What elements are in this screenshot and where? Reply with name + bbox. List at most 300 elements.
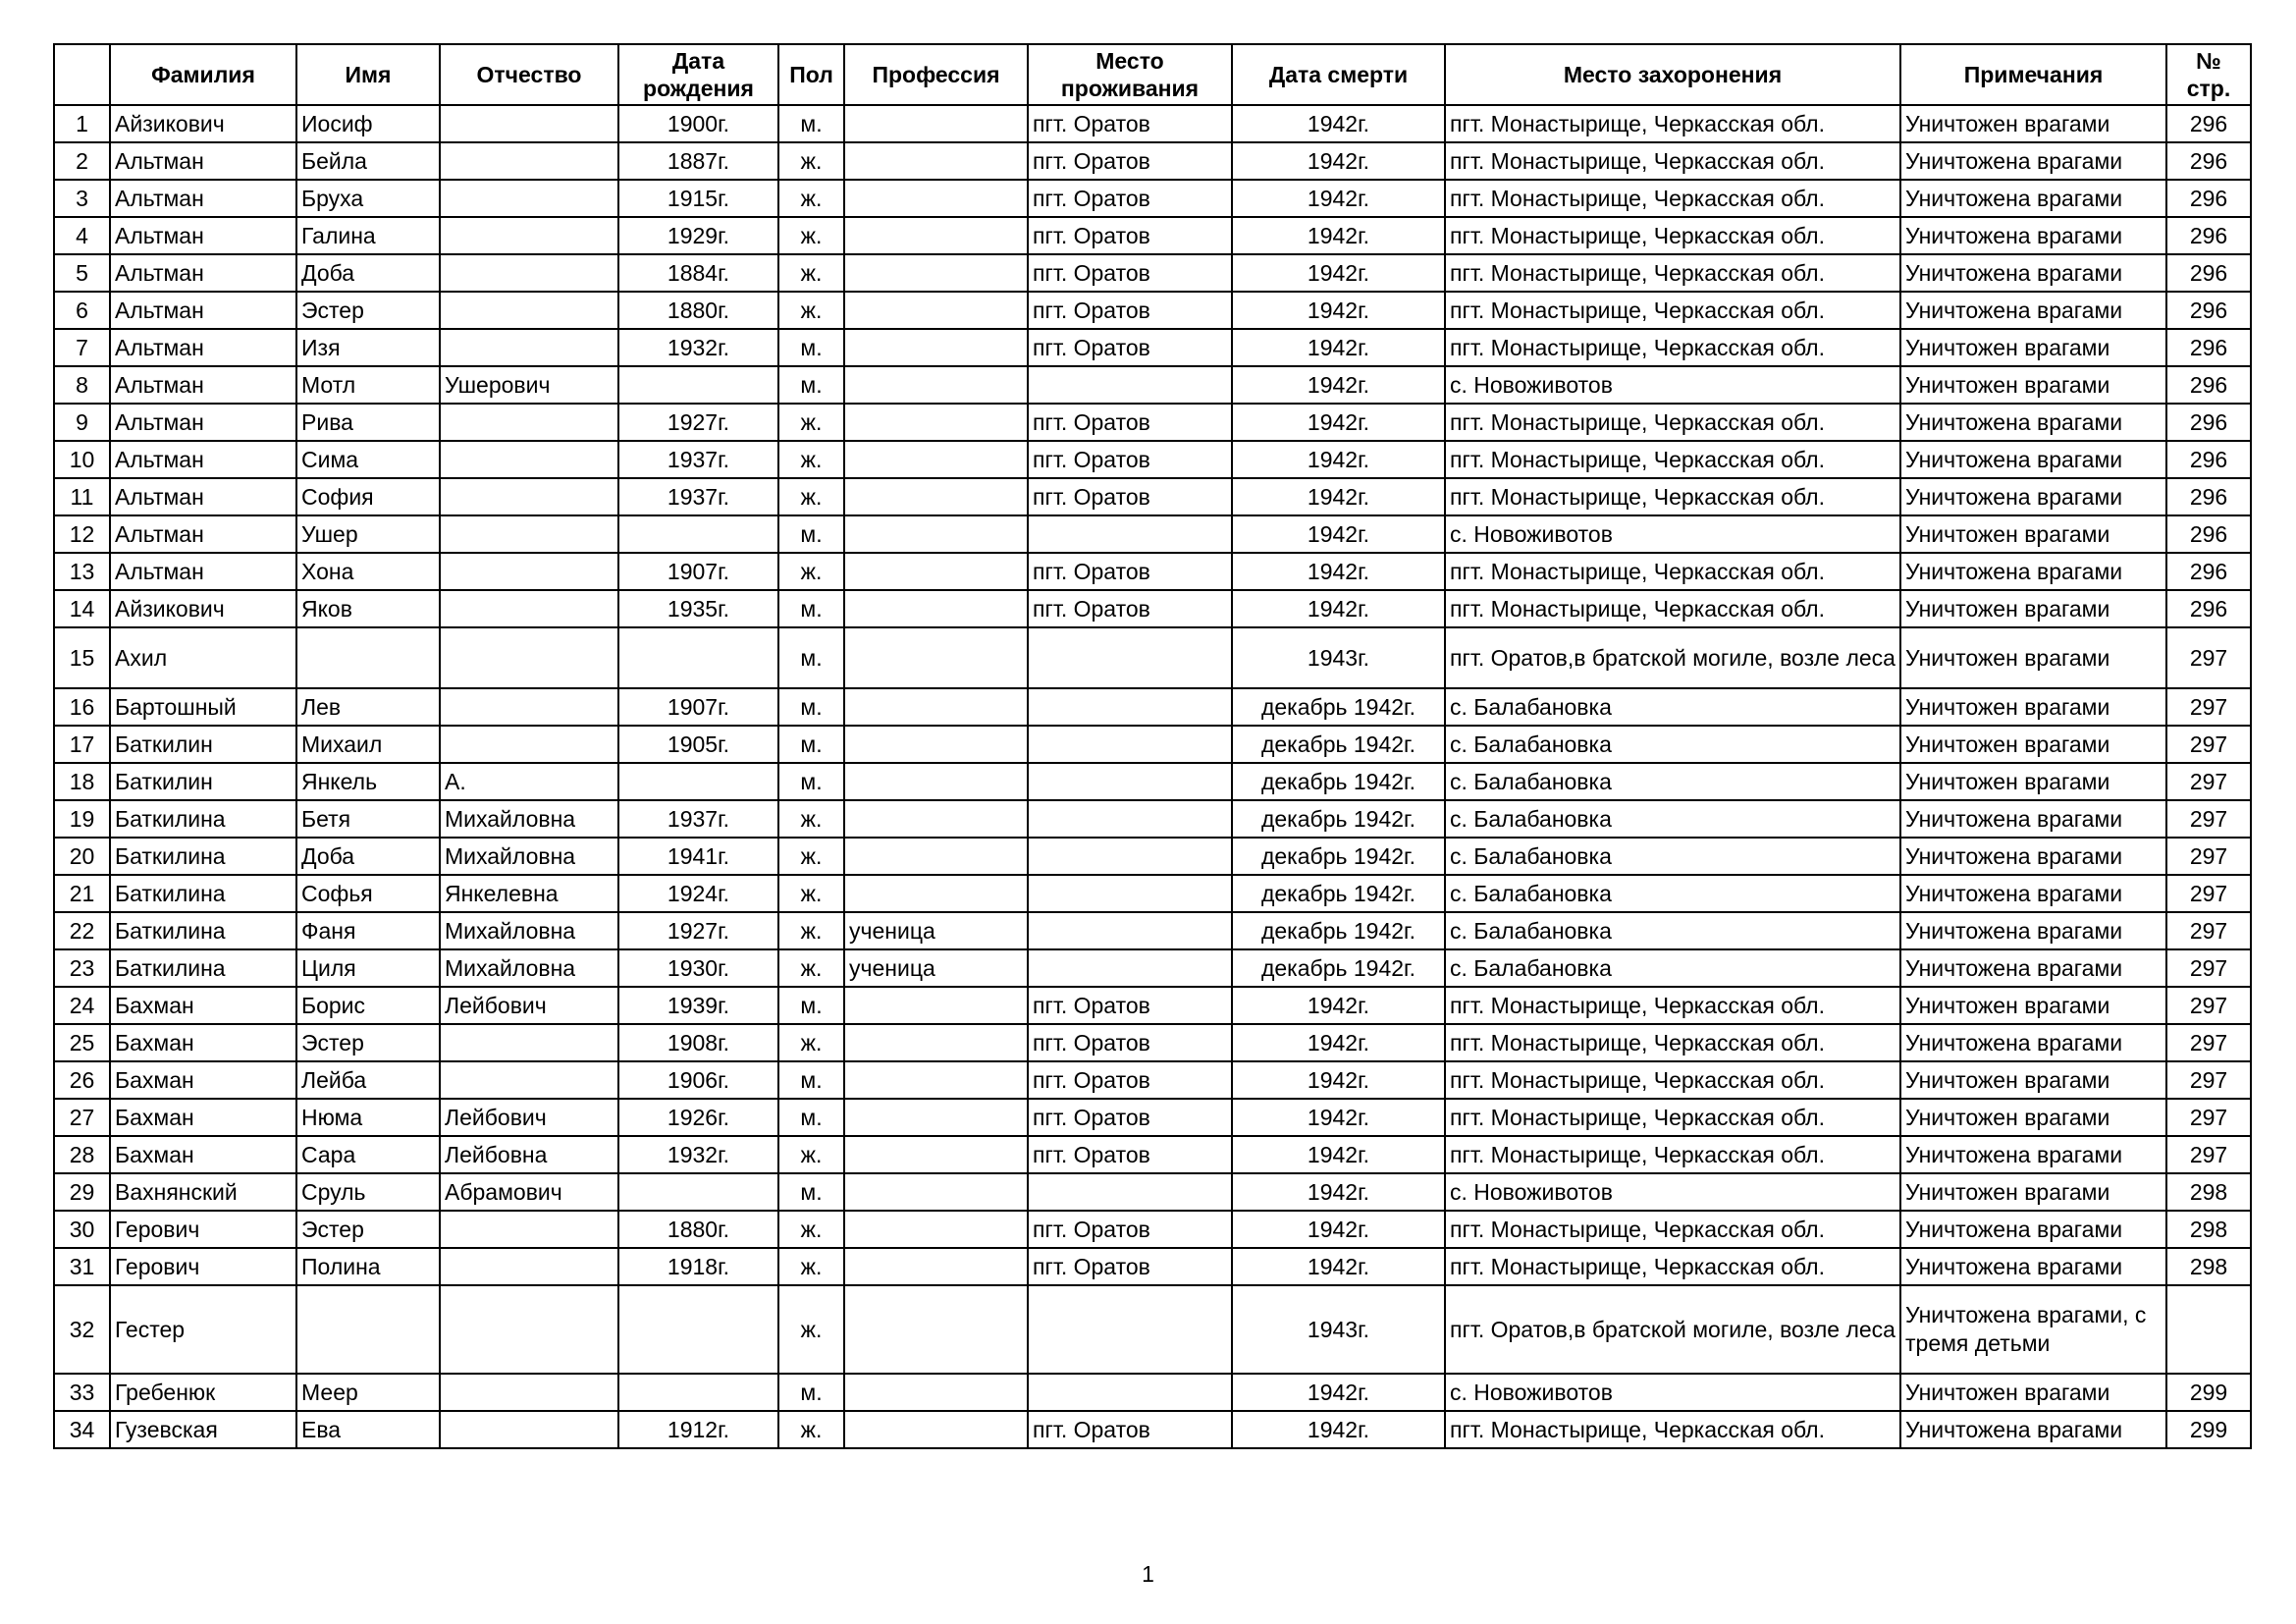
cell-index: 27 xyxy=(54,1099,110,1136)
cell-sex: м. xyxy=(778,366,844,404)
cell-birth-date: 1935г. xyxy=(618,590,778,627)
cell-profession xyxy=(844,180,1028,217)
cell-notes: Уничтожена врагами xyxy=(1900,1411,2166,1448)
cell-death-date: 1942г. xyxy=(1232,1411,1445,1448)
cell-profession xyxy=(844,1099,1028,1136)
cell-surname: Айзикович xyxy=(110,590,296,627)
cell-surname: Баткилина xyxy=(110,912,296,949)
cell-name: Нюма xyxy=(296,1099,440,1136)
table-row xyxy=(54,1211,2251,1248)
cell-page: 297 xyxy=(2166,627,2251,688)
cell-patronymic xyxy=(440,1285,618,1374)
cell-surname: Айзикович xyxy=(110,105,296,142)
cell-name xyxy=(296,627,440,688)
table-row xyxy=(54,142,2251,180)
header-cell-notes: Примечания xyxy=(1900,44,2166,105)
cell-burial-place: пгт. Монастырище, Черкасская обл. xyxy=(1445,105,1900,142)
cell-birth-date: 1937г. xyxy=(618,800,778,838)
cell-birth-date: 1930г. xyxy=(618,949,778,987)
table-row xyxy=(54,553,2251,590)
cell-sex: ж. xyxy=(778,1211,844,1248)
cell-patronymic xyxy=(440,1061,618,1099)
cell-page: 296 xyxy=(2166,515,2251,553)
cell-index: 23 xyxy=(54,949,110,987)
cell-profession xyxy=(844,441,1028,478)
cell-page: 296 xyxy=(2166,142,2251,180)
cell-profession xyxy=(844,987,1028,1024)
cell-index: 12 xyxy=(54,515,110,553)
cell-burial-place: пгт. Монастырище, Черкасская обл. xyxy=(1445,1061,1900,1099)
cell-birth-date: 1884г. xyxy=(618,254,778,292)
cell-page: 297 xyxy=(2166,726,2251,763)
cell-birth-date: 1905г. xyxy=(618,726,778,763)
cell-index: 13 xyxy=(54,553,110,590)
cell-name: Сара xyxy=(296,1136,440,1173)
cell-profession xyxy=(844,838,1028,875)
cell-death-date: декабрь 1942г. xyxy=(1232,912,1445,949)
cell-patronymic: А. xyxy=(440,763,618,800)
cell-patronymic xyxy=(440,329,618,366)
cell-burial-place: пгт. Монастырище, Черкасская обл. xyxy=(1445,1411,1900,1448)
cell-page: 296 xyxy=(2166,329,2251,366)
cell-residence: пгт. Оратов xyxy=(1028,105,1232,142)
cell-death-date: декабрь 1942г. xyxy=(1232,763,1445,800)
cell-surname: Альтман xyxy=(110,292,296,329)
cell-patronymic: Янкелевна xyxy=(440,875,618,912)
cell-death-date: 1942г. xyxy=(1232,1136,1445,1173)
cell-birth-date: 1937г. xyxy=(618,441,778,478)
cell-profession xyxy=(844,1411,1028,1448)
cell-notes: Уничтожен врагами xyxy=(1900,987,2166,1024)
cell-residence: пгт. Оратов xyxy=(1028,553,1232,590)
cell-page: 296 xyxy=(2166,441,2251,478)
cell-surname: Альтман xyxy=(110,366,296,404)
cell-death-date: 1942г. xyxy=(1232,515,1445,553)
header-cell-profession: Профессия xyxy=(844,44,1028,105)
cell-birth-date: 1918г. xyxy=(618,1248,778,1285)
cell-index: 34 xyxy=(54,1411,110,1448)
cell-patronymic: Абрамович xyxy=(440,1173,618,1211)
cell-burial-place: пгт. Монастырище, Черкасская обл. xyxy=(1445,553,1900,590)
cell-death-date: 1942г. xyxy=(1232,105,1445,142)
cell-name: Эстер xyxy=(296,1211,440,1248)
cell-surname: Альтман xyxy=(110,180,296,217)
cell-death-date: 1942г. xyxy=(1232,590,1445,627)
cell-page: 297 xyxy=(2166,763,2251,800)
cell-index: 16 xyxy=(54,688,110,726)
cell-page: 296 xyxy=(2166,217,2251,254)
cell-name: Мотл xyxy=(296,366,440,404)
cell-surname: Альтман xyxy=(110,217,296,254)
cell-death-date: 1943г. xyxy=(1232,1285,1445,1374)
cell-residence xyxy=(1028,1173,1232,1211)
cell-notes: Уничтожен врагами xyxy=(1900,1061,2166,1099)
cell-page: 296 xyxy=(2166,180,2251,217)
cell-residence xyxy=(1028,838,1232,875)
cell-index: 17 xyxy=(54,726,110,763)
table-row xyxy=(54,763,2251,800)
cell-page xyxy=(2166,1285,2251,1374)
table-row xyxy=(54,949,2251,987)
table-row xyxy=(54,254,2251,292)
cell-sex: ж. xyxy=(778,1411,844,1448)
table-row xyxy=(54,875,2251,912)
cell-notes: Уничтожена врагами xyxy=(1900,478,2166,515)
table-row xyxy=(54,627,2251,688)
cell-name: Ева xyxy=(296,1411,440,1448)
records-table xyxy=(53,43,2252,1449)
cell-surname: Бахман xyxy=(110,1024,296,1061)
cell-burial-place: с. Новоживотов xyxy=(1445,1173,1900,1211)
cell-profession xyxy=(844,142,1028,180)
cell-name: Эстер xyxy=(296,292,440,329)
cell-burial-place: пгт. Оратов,в братской могиле, возле леса xyxy=(1445,1285,1900,1374)
cell-burial-place: пгт. Монастырище, Черкасская обл. xyxy=(1445,217,1900,254)
cell-sex: ж. xyxy=(778,949,844,987)
cell-burial-place: пгт. Монастырище, Черкасская обл. xyxy=(1445,441,1900,478)
cell-index: 30 xyxy=(54,1211,110,1248)
cell-name: Бейла xyxy=(296,142,440,180)
cell-death-date: декабрь 1942г. xyxy=(1232,949,1445,987)
cell-page: 297 xyxy=(2166,912,2251,949)
cell-sex: м. xyxy=(778,329,844,366)
cell-name: Меер xyxy=(296,1374,440,1411)
cell-page: 298 xyxy=(2166,1248,2251,1285)
cell-residence xyxy=(1028,627,1232,688)
cell-residence: пгт. Оратов xyxy=(1028,1024,1232,1061)
cell-notes: Уничтожен врагами xyxy=(1900,1173,2166,1211)
cell-name: Борис xyxy=(296,987,440,1024)
cell-patronymic xyxy=(440,478,618,515)
cell-residence xyxy=(1028,949,1232,987)
cell-residence: пгт. Оратов xyxy=(1028,329,1232,366)
cell-notes: Уничтожен врагами xyxy=(1900,1099,2166,1136)
cell-page: 297 xyxy=(2166,800,2251,838)
cell-patronymic xyxy=(440,1248,618,1285)
cell-index: 1 xyxy=(54,105,110,142)
cell-page: 296 xyxy=(2166,105,2251,142)
cell-surname: Бахман xyxy=(110,1136,296,1173)
cell-birth-date: 1887г. xyxy=(618,142,778,180)
cell-burial-place: с. Новоживотов xyxy=(1445,515,1900,553)
cell-death-date: 1942г. xyxy=(1232,329,1445,366)
cell-name: Лев xyxy=(296,688,440,726)
cell-name: Циля xyxy=(296,949,440,987)
cell-sex: ж. xyxy=(778,1136,844,1173)
cell-profession xyxy=(844,292,1028,329)
cell-birth-date: 1941г. xyxy=(618,838,778,875)
cell-patronymic xyxy=(440,553,618,590)
cell-residence: пгт. Оратов xyxy=(1028,478,1232,515)
cell-notes: Уничтожена врагами xyxy=(1900,875,2166,912)
cell-birth-date xyxy=(618,1285,778,1374)
cell-profession xyxy=(844,875,1028,912)
cell-patronymic xyxy=(440,1411,618,1448)
cell-residence: пгт. Оратов xyxy=(1028,1136,1232,1173)
cell-surname: Бартошный xyxy=(110,688,296,726)
cell-notes: Уничтожен врагами xyxy=(1900,105,2166,142)
cell-notes: Уничтожена врагами xyxy=(1900,838,2166,875)
cell-profession xyxy=(844,590,1028,627)
cell-patronymic xyxy=(440,726,618,763)
cell-notes: Уничтожена врагами xyxy=(1900,949,2166,987)
table-row xyxy=(54,726,2251,763)
table-row xyxy=(54,1248,2251,1285)
cell-burial-place: пгт. Монастырище, Черкасская обл. xyxy=(1445,1024,1900,1061)
cell-sex: м. xyxy=(778,1061,844,1099)
cell-residence: пгт. Оратов xyxy=(1028,254,1232,292)
table-row xyxy=(54,292,2251,329)
cell-residence xyxy=(1028,688,1232,726)
cell-patronymic xyxy=(440,627,618,688)
cell-burial-place: пгт. Монастырище, Черкасская обл. xyxy=(1445,1211,1900,1248)
cell-residence xyxy=(1028,366,1232,404)
cell-name: Изя xyxy=(296,329,440,366)
cell-sex: м. xyxy=(778,627,844,688)
cell-patronymic xyxy=(440,292,618,329)
cell-page: 297 xyxy=(2166,1061,2251,1099)
cell-surname: Вахнянский xyxy=(110,1173,296,1211)
cell-name: Эстер xyxy=(296,1024,440,1061)
cell-birth-date xyxy=(618,1374,778,1411)
cell-profession xyxy=(844,366,1028,404)
cell-patronymic xyxy=(440,515,618,553)
cell-notes: Уничтожена врагами xyxy=(1900,217,2166,254)
cell-residence: пгт. Оратов xyxy=(1028,987,1232,1024)
cell-page: 296 xyxy=(2166,590,2251,627)
cell-birth-date: 1932г. xyxy=(618,1136,778,1173)
cell-sex: м. xyxy=(778,1099,844,1136)
cell-name: Сима xyxy=(296,441,440,478)
cell-patronymic xyxy=(440,217,618,254)
cell-sex: ж. xyxy=(778,1248,844,1285)
cell-birth-date: 1907г. xyxy=(618,553,778,590)
cell-birth-date: 1880г. xyxy=(618,1211,778,1248)
cell-profession xyxy=(844,254,1028,292)
table-row xyxy=(54,590,2251,627)
cell-death-date: 1942г. xyxy=(1232,553,1445,590)
cell-surname: Баткилин xyxy=(110,726,296,763)
cell-name: Лейба xyxy=(296,1061,440,1099)
table-row xyxy=(54,217,2251,254)
cell-surname: Герович xyxy=(110,1248,296,1285)
cell-name: Софья xyxy=(296,875,440,912)
cell-page: 296 xyxy=(2166,478,2251,515)
cell-residence: пгт. Оратов xyxy=(1028,180,1232,217)
cell-burial-place: пгт. Монастырище, Черкасская обл. xyxy=(1445,1099,1900,1136)
cell-birth-date xyxy=(618,627,778,688)
table-body xyxy=(54,105,2251,1448)
cell-notes: Уничтожена врагами xyxy=(1900,553,2166,590)
table-row xyxy=(54,1411,2251,1448)
cell-patronymic xyxy=(440,1211,618,1248)
cell-page: 297 xyxy=(2166,1136,2251,1173)
cell-birth-date: 1900г. xyxy=(618,105,778,142)
cell-patronymic xyxy=(440,142,618,180)
cell-notes: Уничтожена врагами xyxy=(1900,1024,2166,1061)
cell-sex: ж. xyxy=(778,912,844,949)
cell-sex: ж. xyxy=(778,292,844,329)
cell-surname: Альтман xyxy=(110,142,296,180)
cell-index: 29 xyxy=(54,1173,110,1211)
cell-index: 31 xyxy=(54,1248,110,1285)
cell-notes: Уничтожена врагами xyxy=(1900,800,2166,838)
cell-birth-date xyxy=(618,1173,778,1211)
cell-profession xyxy=(844,478,1028,515)
table-row xyxy=(54,441,2251,478)
header-cell-surname: Фамилия xyxy=(110,44,296,105)
cell-notes: Уничтожена врагами xyxy=(1900,912,2166,949)
cell-patronymic xyxy=(440,441,618,478)
cell-page: 298 xyxy=(2166,1211,2251,1248)
cell-profession xyxy=(844,329,1028,366)
cell-burial-place: пгт. Монастырище, Черкасская обл. xyxy=(1445,142,1900,180)
cell-residence xyxy=(1028,726,1232,763)
cell-notes: Уничтожена врагами xyxy=(1900,404,2166,441)
cell-profession xyxy=(844,800,1028,838)
cell-burial-place: с. Балабановка xyxy=(1445,800,1900,838)
cell-index: 24 xyxy=(54,987,110,1024)
cell-name: Яков xyxy=(296,590,440,627)
table-row xyxy=(54,1285,2251,1374)
cell-patronymic xyxy=(440,105,618,142)
cell-profession xyxy=(844,217,1028,254)
cell-profession xyxy=(844,404,1028,441)
cell-name xyxy=(296,1285,440,1374)
table-row xyxy=(54,1024,2251,1061)
header-cell-birth-date: Дата рождения xyxy=(618,44,778,105)
cell-death-date: 1943г. xyxy=(1232,627,1445,688)
cell-death-date: декабрь 1942г. xyxy=(1232,726,1445,763)
cell-residence: пгт. Оратов xyxy=(1028,142,1232,180)
table-row xyxy=(54,688,2251,726)
cell-index: 15 xyxy=(54,627,110,688)
cell-sex: ж. xyxy=(778,441,844,478)
cell-index: 32 xyxy=(54,1285,110,1374)
cell-notes: Уничтожен врагами xyxy=(1900,590,2166,627)
cell-birth-date: 1927г. xyxy=(618,404,778,441)
cell-sex: ж. xyxy=(778,800,844,838)
cell-burial-place: с. Балабановка xyxy=(1445,763,1900,800)
cell-burial-place: с. Балабановка xyxy=(1445,838,1900,875)
page-number: 1 xyxy=(1142,1561,1154,1587)
table-row xyxy=(54,1061,2251,1099)
cell-burial-place: пгт. Монастырище, Черкасская обл. xyxy=(1445,404,1900,441)
cell-residence: пгт. Оратов xyxy=(1028,1248,1232,1285)
cell-death-date: 1942г. xyxy=(1232,142,1445,180)
cell-index: 33 xyxy=(54,1374,110,1411)
table-row xyxy=(54,1099,2251,1136)
cell-profession xyxy=(844,1285,1028,1374)
cell-index: 3 xyxy=(54,180,110,217)
cell-index: 11 xyxy=(54,478,110,515)
cell-death-date: 1942г. xyxy=(1232,254,1445,292)
cell-residence: пгт. Оратов xyxy=(1028,217,1232,254)
cell-surname: Баткилин xyxy=(110,763,296,800)
cell-birth-date: 1937г. xyxy=(618,478,778,515)
cell-name: Бруха xyxy=(296,180,440,217)
cell-birth-date: 1932г. xyxy=(618,329,778,366)
cell-sex: м. xyxy=(778,688,844,726)
cell-profession xyxy=(844,553,1028,590)
cell-birth-date: 1906г. xyxy=(618,1061,778,1099)
cell-death-date: 1942г. xyxy=(1232,1099,1445,1136)
cell-death-date: 1942г. xyxy=(1232,217,1445,254)
header-cell-name: Имя xyxy=(296,44,440,105)
table-row xyxy=(54,366,2251,404)
cell-residence xyxy=(1028,912,1232,949)
cell-burial-place: пгт. Монастырище, Черкасская обл. xyxy=(1445,292,1900,329)
cell-death-date: 1942г. xyxy=(1232,1173,1445,1211)
cell-name: Рива xyxy=(296,404,440,441)
cell-notes: Уничтожена врагами xyxy=(1900,254,2166,292)
cell-profession xyxy=(844,1024,1028,1061)
cell-residence xyxy=(1028,1285,1232,1374)
cell-surname: Бахман xyxy=(110,987,296,1024)
cell-residence: пгт. Оратов xyxy=(1028,1061,1232,1099)
cell-profession xyxy=(844,1061,1028,1099)
cell-surname: Гребенюк xyxy=(110,1374,296,1411)
cell-residence xyxy=(1028,800,1232,838)
cell-birth-date: 1915г. xyxy=(618,180,778,217)
cell-patronymic: Ушерович xyxy=(440,366,618,404)
cell-patronymic xyxy=(440,404,618,441)
cell-patronymic xyxy=(440,590,618,627)
cell-death-date: декабрь 1942г. xyxy=(1232,838,1445,875)
cell-notes: Уничтожена врагами xyxy=(1900,180,2166,217)
cell-index: 18 xyxy=(54,763,110,800)
cell-index: 14 xyxy=(54,590,110,627)
cell-patronymic xyxy=(440,1374,618,1411)
cell-index: 8 xyxy=(54,366,110,404)
table-row xyxy=(54,105,2251,142)
cell-page: 296 xyxy=(2166,366,2251,404)
cell-name: Полина xyxy=(296,1248,440,1285)
cell-burial-place: с. Балабановка xyxy=(1445,688,1900,726)
cell-surname: Альтман xyxy=(110,478,296,515)
cell-patronymic: Михайловна xyxy=(440,838,618,875)
cell-name: Янкель xyxy=(296,763,440,800)
cell-residence xyxy=(1028,763,1232,800)
cell-birth-date: 1912г. xyxy=(618,1411,778,1448)
cell-death-date: 1942г. xyxy=(1232,1248,1445,1285)
cell-index: 26 xyxy=(54,1061,110,1099)
cell-profession: ученица xyxy=(844,912,1028,949)
cell-notes: Уничтожена врагами xyxy=(1900,1248,2166,1285)
cell-sex: ж. xyxy=(778,875,844,912)
cell-index: 22 xyxy=(54,912,110,949)
table-row xyxy=(54,180,2251,217)
cell-burial-place: с. Балабановка xyxy=(1445,726,1900,763)
cell-profession xyxy=(844,726,1028,763)
cell-patronymic: Лейбович xyxy=(440,987,618,1024)
cell-page: 298 xyxy=(2166,1173,2251,1211)
cell-notes: Уничтожена врагами xyxy=(1900,142,2166,180)
cell-index: 4 xyxy=(54,217,110,254)
cell-notes: Уничтожена врагами xyxy=(1900,292,2166,329)
cell-burial-place: пгт. Монастырище, Черкасская обл. xyxy=(1445,1136,1900,1173)
cell-patronymic: Лейбовна xyxy=(440,1136,618,1173)
cell-profession xyxy=(844,688,1028,726)
cell-burial-place: с. Новоживотов xyxy=(1445,366,1900,404)
cell-death-date: 1942г. xyxy=(1232,987,1445,1024)
cell-burial-place: пгт. Оратов,в братской могиле, возле леса xyxy=(1445,627,1900,688)
cell-residence: пгт. Оратов xyxy=(1028,590,1232,627)
cell-burial-place: пгт. Монастырище, Черкасская обл. xyxy=(1445,254,1900,292)
cell-death-date: 1942г. xyxy=(1232,1211,1445,1248)
cell-index: 19 xyxy=(54,800,110,838)
cell-birth-date: 1907г. xyxy=(618,688,778,726)
